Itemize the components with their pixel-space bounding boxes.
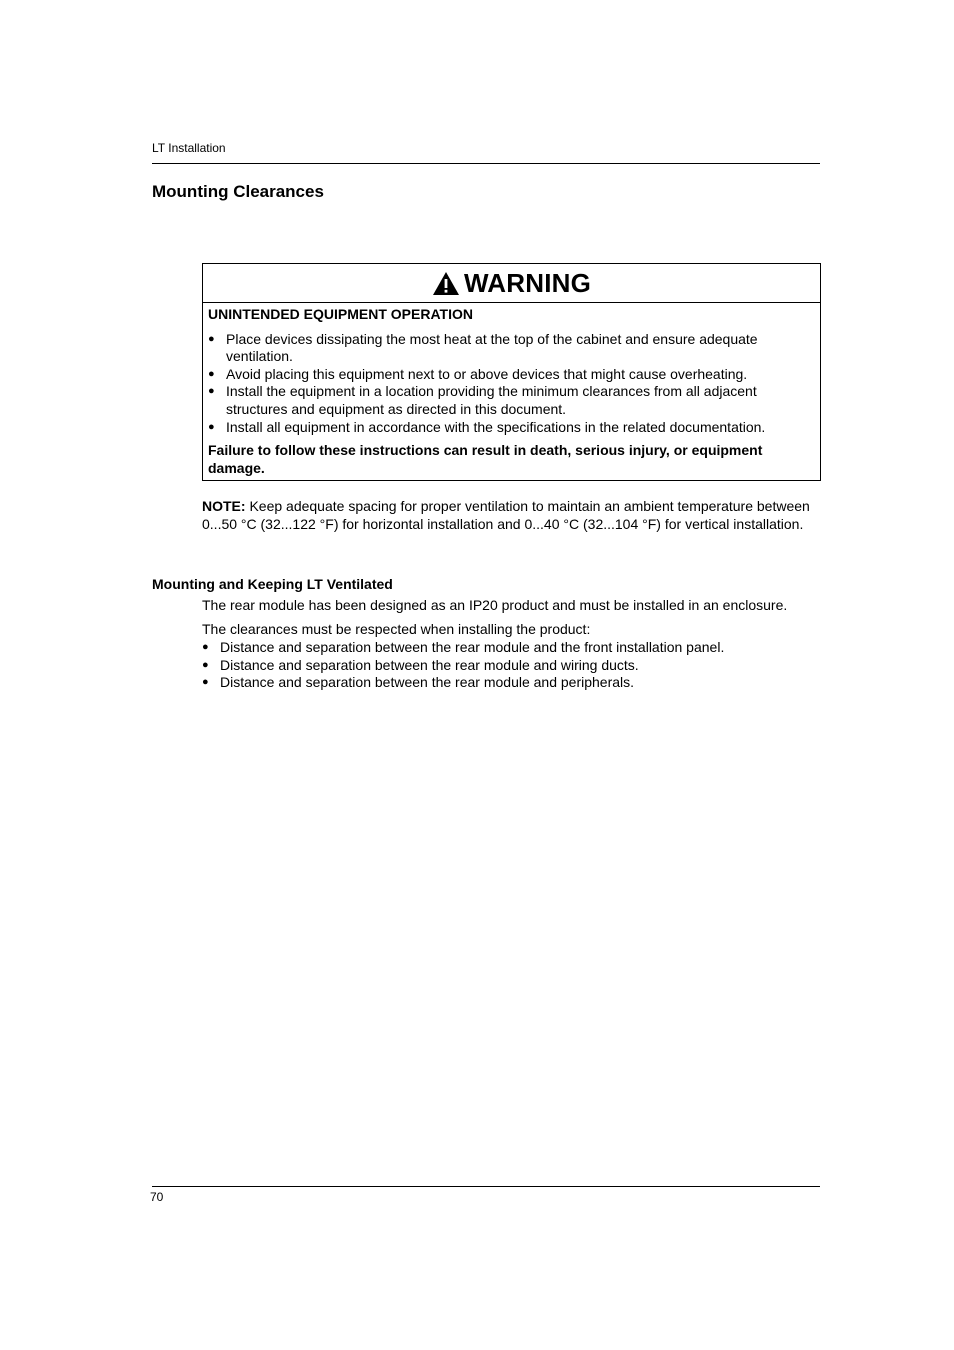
list-item [202,639,724,657]
note-label: NOTE: [202,498,246,514]
list-item [208,331,814,366]
clearance-list [202,639,724,692]
warning-header [203,264,820,303]
warning-triangle-icon [432,271,460,296]
footer-rule [152,1186,820,1187]
warning-title: WARNING [463,267,592,298]
bullet-icon: ● [208,385,215,398]
list-item-text: Distance and separation between the rear module and peripherals. [220,674,635,691]
section-title: Mounting Clearances [152,182,324,201]
list-item-text: Distance and separation between the rear module and wiring ducts. [220,656,639,673]
list-item-text: Avoid placing this equipment next to or above devices that might cause overheating. [226,365,748,382]
list-item-text: Install all equipment in accordance with the specifications in the related documentation. [226,418,766,435]
bullet-icon: ● [202,676,209,689]
paragraph: The rear module has been designed as an IP20 product and must be installed in an enclosure. [202,597,788,613]
bullet-icon: ● [202,658,209,671]
list-item-text: Distance and separation between the rear module and the front installation panel. [220,639,725,655]
list-item [202,674,724,692]
list-item-text: Place devices dissipating the most heat at the top of the cabinet and ensure adequate ventilation. [226,330,758,365]
bullet-icon: ● [202,641,209,653]
header-rule [152,163,820,164]
note-text: Keep adequate spacing for proper ventilation to maintain an ambient temperature between 0...50 °C (32...122 °F) for horizontal installation and 0...40 °C (32...104 °F) for vertical installation. [202,498,810,532]
list-item [208,366,814,384]
list-item [202,657,724,675]
bullet-icon: ● [208,420,215,433]
page-number: 70 [150,1190,164,1204]
paragraph: The clearances must be respected when installing the product: [202,621,591,637]
consequence-statement: Failure to follow these instructions can result in death, serious injury, or equipment damage. [208,442,763,476]
running-header: LT Installation [152,141,226,155]
bullet-icon: ● [208,367,215,380]
list-item [208,383,814,418]
note [202,498,822,533]
hazard-statement: UNINTENDED EQUIPMENT OPERATION [208,306,473,322]
warning-list [208,331,814,437]
list-item [208,419,814,437]
list-item-text: Install the equipment in a location providing the minimum clearances from all adjacent structures and equipment as directed in this document. [226,383,757,417]
subsection-title: Mounting and Keeping LT Ventilated [152,576,393,592]
bullet-icon: ● [208,332,215,345]
warning-box [202,263,821,481]
warning-body [203,306,820,477]
